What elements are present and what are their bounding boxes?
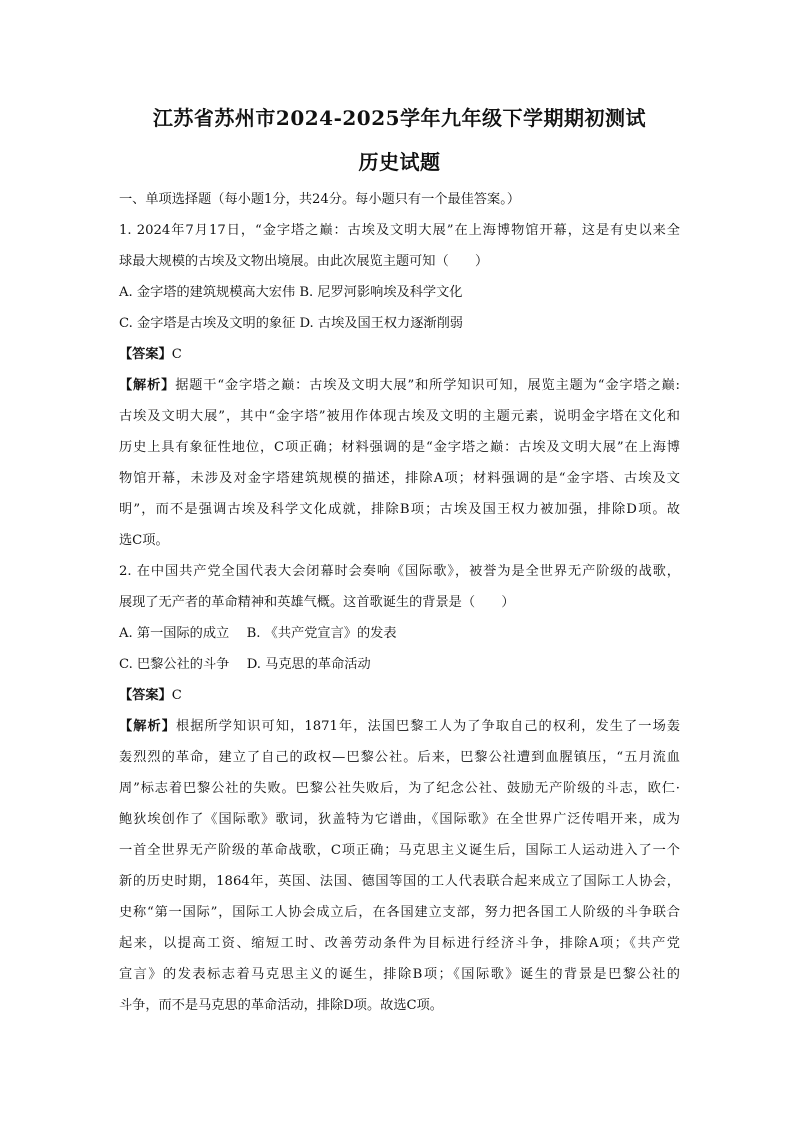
q2-analysis-line: 一首全世界无产阶级的革命战歌，C项正确；马克思主义诞生后，国际工人运动进入了一个 xyxy=(119,843,680,858)
q2-answer-value: C xyxy=(171,688,182,703)
q2-analysis-text: 根据所学知识可知，1871年，法国巴黎工人为了争取自己的权利，发生了一场轰 xyxy=(176,719,681,734)
q2-stem-line: 2. 在中国共产党全国代表大会闭幕时会奏响《国际歌》，被誉为是全世界无产阶级的战歌， xyxy=(119,564,680,579)
q1-analysis-line: 历史上具有象征性地位，C项正确；材料强调的是“金字塔之巅：古埃及文明大展”在上海博 xyxy=(119,440,680,455)
section-heading: 一、单项选择题（每小题1分，共24分。每小题只有一个最佳答案。） xyxy=(119,192,521,207)
q1-analysis-line xyxy=(119,370,680,401)
q2-answer-tag: 【答案】 xyxy=(119,688,172,703)
q1-options-line: A. 金字塔的建筑规模高大宏伟 B. 尼罗河影响埃及科学文化 xyxy=(119,285,463,300)
q1-stem-line: 球最大规模的古埃及文物出境展。由此次展览主题可知（ ） xyxy=(119,254,489,269)
document-content xyxy=(119,104,680,1021)
q2-answer xyxy=(119,680,680,711)
q2-options-line: C. 巴黎公社的斗争 D. 马克思的革命活动 xyxy=(119,657,371,672)
q1-options-line: C. 金字塔是古埃及文明的象征 D. 古埃及国王权力逐渐削弱 xyxy=(119,316,463,331)
q1-analysis-line: 古埃及文明大展”，其中“金字塔”被用作体现古埃及文明的主题元素，说明金字塔在文化和 xyxy=(119,409,680,424)
q1-analysis-line: 选C项。 xyxy=(119,533,169,548)
q2-analysis-tag: 【解析】 xyxy=(119,719,177,734)
q2-analysis-line: 史称“第一国际”，国际工人协会成立后，在各国建立支部，努力把各国工人阶级的斗争联合 xyxy=(119,905,680,920)
q2-analysis-line: 轰烈烈的革命，建立了自己的政权—巴黎公社。后来，巴黎公社遭到血腥镇压，“五月流血 xyxy=(119,750,680,765)
document-title: 江苏省苏州市2024-2025学年九年级下学期期初测试 xyxy=(152,106,647,130)
q2-analysis-line: 斗争，而不是马克思的革命活动，排除D项。故选C项。 xyxy=(119,998,443,1013)
q2-stem-line: 展现了无产者的革命精神和英雄气概。这首歌诞生的背景是（ ） xyxy=(119,595,515,610)
q1-answer-tag: 【答案】 xyxy=(119,347,172,362)
document-subtitle: 历史试题 xyxy=(358,150,441,174)
q1-stem-line: 1. 2024年7月17日，“金字塔之巅：古埃及文明大展”在上海博物馆开幕，这是有史以来全 xyxy=(119,223,680,238)
q2-analysis-line xyxy=(119,711,680,742)
q1-analysis-tag: 【解析】 xyxy=(119,378,176,393)
q1-analysis-line: 明”，而不是强调古埃及科学文化成就，排除B项；古埃及国王权力被加强，排除D项。故 xyxy=(119,502,680,517)
q2-analysis-line: 宣言》的发表标志着马克思主义的诞生，排除B项；《国际歌》诞生的背景是巴黎公社的 xyxy=(119,967,680,982)
q1-answer xyxy=(119,339,680,370)
q1-analysis-text: 据题干“金字塔之巅：古埃及文明大展”和所学知识可知，展览主题为“金字塔之巅: xyxy=(175,378,680,393)
q2-analysis-line: 新的历史时期，1864年，英国、法国、德国等国的工人代表联合起来成立了国际工人协会， xyxy=(119,874,680,889)
q2-options-line: A. 第一国际的成立 B. 《共产党宣言》的发表 xyxy=(119,626,397,641)
q2-analysis-line: 周”标志着巴黎公社的失败。巴黎公社失败后，为了纪念公社、鼓励无产阶级的斗志，欧仁· xyxy=(119,781,680,796)
q1-answer-value: C xyxy=(171,347,182,362)
q1-analysis-line: 物馆开幕，未涉及对金字塔建筑规模的描述，排除A项；材料强调的是“金字塔、古埃及文 xyxy=(119,471,680,486)
q2-analysis-line: 鲍狄埃创作了《国际歌》歌词，狄盖特为它谱曲，《国际歌》在全世界广泛传唱开来，成为 xyxy=(119,812,680,827)
q2-analysis-line: 起来，以提高工资、缩短工时、改善劳动条件为目标进行经济斗争，排除A项；《共产党 xyxy=(119,936,680,951)
